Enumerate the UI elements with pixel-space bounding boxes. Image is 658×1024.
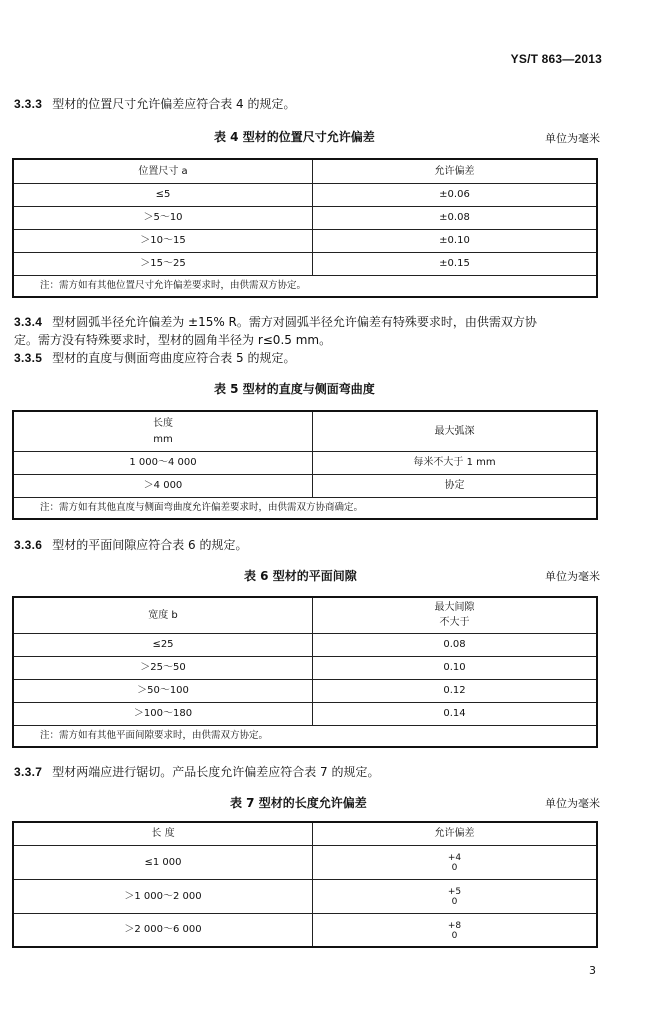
table-row — [13, 656, 597, 679]
clause-3-3-7 — [14, 764, 379, 781]
table4-header-tolerance: 允许偏差 — [313, 159, 598, 183]
table-row — [13, 206, 597, 229]
tolerance-stack — [448, 887, 461, 907]
table7 — [12, 821, 598, 948]
table-row — [13, 229, 597, 252]
table7-header-tolerance: 允许偏差 — [313, 822, 598, 845]
table-row — [13, 183, 597, 206]
table4-cell: ±0.08 — [313, 206, 598, 229]
table5-note: 注：需方如有其他直度与侧面弯曲度允许偏差要求时，由供需双方协商确定。 — [13, 497, 597, 519]
table6-cell: ≤25 — [13, 633, 313, 656]
table-row — [13, 702, 597, 725]
table-row — [13, 451, 597, 474]
table7-title: 表 7 型材的长度允许偏差 — [230, 796, 367, 810]
table5-header-max-arc: 最大弧深 — [313, 411, 598, 451]
table5-cell: 协定 — [313, 474, 598, 497]
table7-unit: 单位为毫米 — [545, 797, 600, 810]
table6-cell: ＞25～50 — [13, 656, 313, 679]
table6-cell: ＞50～100 — [13, 679, 313, 702]
table6-cell: ＞100～180 — [13, 702, 313, 725]
table6-cell: 0.08 — [313, 633, 598, 656]
table7-tolerance-cell — [313, 879, 598, 913]
table-row — [13, 913, 597, 947]
table4-cell: ＞10～15 — [13, 229, 313, 252]
table7-tolerance-cell — [313, 845, 598, 879]
table5-header-length-label: 长度 — [153, 417, 173, 429]
table7-cell: ≤1 000 — [13, 845, 313, 879]
table5-cell: 每米不大于 1 mm — [313, 451, 598, 474]
tolerance-lower: 0 — [451, 930, 458, 941]
table5 — [12, 410, 598, 520]
table4-cell: ±0.15 — [313, 252, 598, 275]
table6-cell: 0.14 — [313, 702, 598, 725]
page-number: 3 — [589, 964, 596, 977]
table6-unit: 单位为毫米 — [545, 570, 600, 583]
tolerance-stack — [448, 921, 461, 941]
table7-tolerance-cell — [313, 913, 598, 947]
standard-number: YS/T 863—2013 — [510, 52, 602, 66]
tolerance-upper: +8 — [447, 920, 462, 931]
table5-cell: 1 000～4 000 — [13, 451, 313, 474]
table-row — [13, 845, 597, 879]
clause-number: 3.3.6 — [14, 538, 43, 552]
table6-note: 注：需方如有其他平面间隙要求时，由供需双方协定。 — [13, 725, 597, 747]
clause-number: 3.3.3 — [14, 97, 43, 111]
clause-3-3-5 — [14, 350, 295, 367]
table4-cell: ＞5～10 — [13, 206, 313, 229]
table4-cell: ±0.06 — [313, 183, 598, 206]
clause-text: 型材的位置尺寸允许偏差应符合表 4 的规定。 — [52, 97, 296, 111]
table4-note: 注：需方如有其他位置尺寸允许偏差要求时，由供需双方协定。 — [13, 275, 597, 297]
table4-cell: ±0.10 — [313, 229, 598, 252]
table5-title: 表 5 型材的直度与侧面弯曲度 — [214, 382, 375, 396]
table-row — [13, 252, 597, 275]
clause-text: 型材两端应进行锯切。产品长度允许偏差应符合表 7 的规定。 — [52, 765, 380, 779]
table7-header-length: 长 度 — [13, 822, 313, 845]
table6-cell: 0.12 — [313, 679, 598, 702]
tolerance-lower: 0 — [451, 897, 458, 907]
table4 — [12, 158, 598, 298]
tolerance-lower: 0 — [451, 863, 458, 873]
clause-3-3-4-continued: 定。需方没有特殊要求时，型材的圆角半径为 r≤0.5 mm。 — [14, 333, 332, 347]
table5-header-length — [13, 411, 313, 451]
table4-cell: ≤5 — [13, 183, 313, 206]
table5-header-length-unit: mm — [153, 433, 173, 445]
table6-header-max-gap — [313, 597, 598, 633]
clause-3-3-6 — [14, 537, 247, 554]
table6-header-max-gap-label: 最大间隙 — [434, 602, 475, 614]
table6-header-max-gap-qualifier: 不大于 — [439, 617, 470, 629]
clause-text: 型材圆弧半径允许偏差为 ±15% R。需方对圆弧半径允许偏差有特殊要求时，由供需双方协 — [52, 315, 537, 329]
table6-title: 表 6 型材的平面间隙 — [244, 569, 357, 583]
table-row — [13, 633, 597, 656]
table6-header-width: 宽度 b — [13, 597, 313, 633]
clause-number: 3.3.7 — [14, 765, 43, 779]
clause-number: 3.3.4 — [14, 315, 43, 329]
tolerance-stack — [448, 853, 461, 873]
table6-cell: 0.10 — [313, 656, 598, 679]
clause-text: 型材的平面间隙应符合表 6 的规定。 — [52, 538, 248, 552]
clause-3-3-3 — [14, 96, 295, 113]
table-row — [13, 679, 597, 702]
clause-number: 3.3.5 — [14, 351, 43, 365]
table6 — [12, 596, 598, 748]
table4-title: 表 4 型材的位置尺寸允许偏差 — [214, 130, 375, 144]
table5-cell: ＞4 000 — [13, 474, 313, 497]
table4-cell: ＞15～25 — [13, 252, 313, 275]
table-row — [13, 474, 597, 497]
table4-header-position: 位置尺寸 a — [13, 159, 313, 183]
tolerance-upper: +5 — [447, 887, 462, 897]
table7-cell: ＞1 000～2 000 — [13, 879, 313, 913]
table4-unit: 单位为毫米 — [545, 132, 600, 145]
tolerance-upper: +4 — [447, 853, 462, 863]
table-row — [13, 879, 597, 913]
table7-cell: ＞2 000～6 000 — [13, 913, 313, 947]
clause-text: 型材的直度与侧面弯曲度应符合表 5 的规定。 — [52, 351, 296, 365]
clause-3-3-4 — [14, 314, 537, 331]
